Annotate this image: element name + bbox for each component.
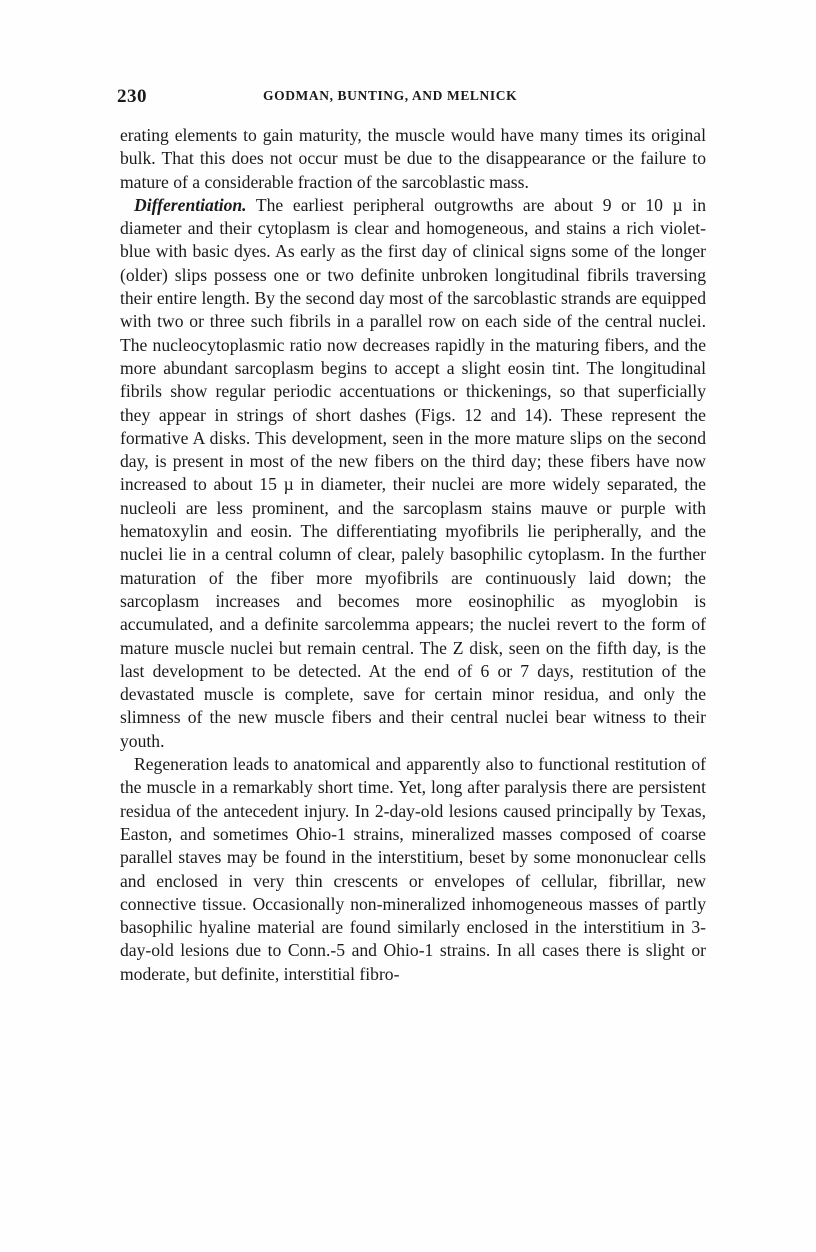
paragraph-text: erating elements to gain maturity, the muscle would have many times its original bulk. That this does not occur must be due to the disappearance or the failure to mature of a considerable fraction of the sarcoblastic mass. (120, 125, 706, 192)
running-title: GODMAN, BUNTING, AND MELNICK (263, 88, 518, 103)
paragraph-differentiation (120, 194, 706, 753)
section-run-in-heading: Differentiation. (134, 194, 247, 215)
body-text (120, 124, 706, 986)
paragraph-continuation (120, 124, 706, 194)
paragraph-text: Regeneration leads to anatomical and apparently also to functional restitution of the muscle in a remarkably short time. Yet, long after paralysis there are persistent residua of the antecedent injury. In 2-day-old lesions caused principally by Texas, Easton, and sometimes Ohio-1 strains, mineralized masses composed of coarse parallel staves may be found in the interstitium, beset by some mononuclear cells and enclosed in very thin crescents or envelopes of cellular, fibrillar, new connective tissue. Occasionally non-mineralized inhomogeneous masses of partly basophilic hyaline material are found similarly enclosed in the interstitium in 3-day-old lesions due to Conn.-5 and Ohio-1 strains. In all cases there is slight or moderate, but definite, interstitial fibro- (120, 754, 706, 984)
paragraph-text: The earliest peripheral outgrowths are about 9 or 10 µ in diameter and their cytoplasm is clear and homogeneous, and stains a rich violet-blue with basic dyes. As early as the first day of clinical signs some of the longer (older) slips possess one or two definite unbroken longitudinal fibrils traversing their entire length. By the second day most of the sarcoblastic strands are equipped with two or three such fibrils in a parallel row on each side of the central nuclei. The nucleocytoplasmic ratio now decreases rapidly in the maturing fibers, and the more abundant sarcoplasm begins to accept a slight eosin tint. The longitudinal fibrils show regular periodic accentuations or thickenings, so that superficially they appear in strings of short dashes (Figs. 12 and 14). These represent the formative A disks. This development, seen in the more mature slips on the second day, is present in most of the new fibers on the third day; these fibers have now increased to about 15 µ in diameter, their nuclei are more widely separated, the nucleoli are less prominent, and the sarcoplasm stains mauve or purple with hematoxylin and eosin. The differentiating myofibrils lie peripherally, and the nuclei lie in a central column of clear, palely basophilic cytoplasm. In the further maturation of the fiber more myofibrils are continuously laid down; the sarcoplasm increases and becomes more eosinophilic as myoglobin is accumulated, and a definite sarcolemma appears; the nuclei revert to the form of mature muscle nuclei but remain central. The Z disk, seen on the fifth day, is the last development to be detected. At the end of 6 or 7 days, restitution of the devastated muscle is complete, save for certain minor residua, and only the slimness of the new muscle fibers and their central nuclei bear witness to their youth. (120, 194, 706, 751)
running-head (117, 86, 707, 110)
page-number: 230 (117, 86, 147, 107)
paragraph-regeneration (120, 753, 706, 986)
